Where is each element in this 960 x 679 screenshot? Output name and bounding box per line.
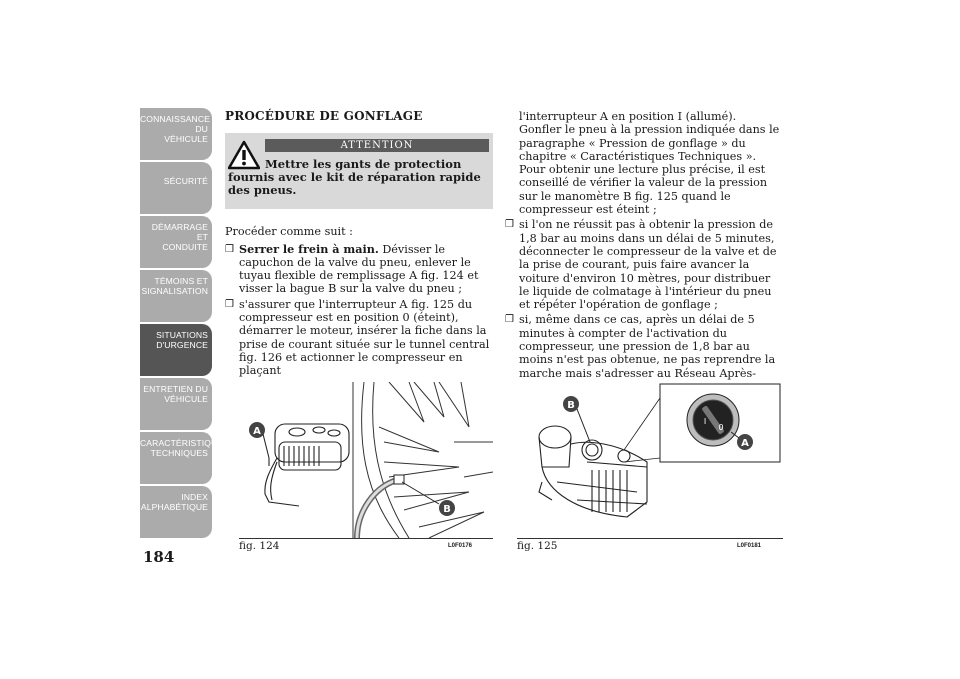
compressor-hose-illustration bbox=[239, 382, 493, 538]
page-number: 184 bbox=[143, 548, 175, 566]
sidebar-item-label: TÉMOINS ET SIGNALISATION bbox=[141, 276, 208, 296]
intro-text: Procéder comme suit : bbox=[225, 225, 353, 239]
sidebar-item-label: INDEX ALPHABÉTIQUE bbox=[140, 492, 208, 512]
left-column bbox=[225, 110, 495, 380]
continuation-text: l'interrupteur A en position I (allumé). Gonfler le pneu à la pression indiquée dans le paragraphe « Pression de gonflage » du chapitre « Caractéristiques Techniques ». Pour obtenir une lecture plus précise, il est conseillé de vérifier la valeur de la pression sur le manomètre B fig. 125 quand le compresseur est éteint ; bbox=[519, 110, 780, 217]
right-column bbox=[505, 110, 780, 395]
sidebar-item-temoins[interactable] bbox=[140, 270, 212, 322]
step-text: si l'on ne réussit pas à obtenir la pression de 1,8 bar au moins dans un délai de 5 minutes, déconnecter le compresseur de la valve et de la prise de courant, puis faire avancer la voiture d'environ 10 mètres, pour distribuer le liquide de colmatage à l'intérieur du pneu et répéter l'opération de gonflage ; bbox=[519, 218, 777, 312]
sidebar-item-label: ENTRETIEN DU VÉHICULE bbox=[143, 384, 208, 404]
list-item bbox=[225, 243, 495, 296]
sidebar-item-label: CONNAISSANCE DU VÉHICULE bbox=[140, 114, 210, 144]
section-title: PROCÉDURE DE GONFLAGE bbox=[225, 109, 423, 123]
sidebar-item-situations-urgence[interactable] bbox=[140, 324, 212, 376]
sidebar-item-entretien[interactable] bbox=[140, 378, 212, 430]
warning-box bbox=[225, 133, 493, 209]
switch-mark-on: I bbox=[703, 417, 707, 426]
checkbox-bullet-icon: ❒ bbox=[505, 219, 514, 231]
switch-mark-off: 0 bbox=[718, 423, 724, 432]
figure-caption: fig. 125 bbox=[517, 540, 558, 552]
checkbox-bullet-icon: ❒ bbox=[225, 298, 234, 310]
sidebar-item-label: SITUATIONS D'URGENCE bbox=[156, 330, 208, 350]
sidebar-item-label: SÉCURITÉ bbox=[163, 176, 208, 186]
list-item bbox=[505, 218, 780, 311]
sidebar-item-caracteristiques[interactable] bbox=[140, 432, 229, 484]
figure-label-b: B bbox=[443, 504, 451, 515]
sidebar-item-index[interactable] bbox=[140, 486, 212, 538]
sidebar-item-connaissance[interactable] bbox=[140, 108, 212, 160]
checkbox-bullet-icon: ❒ bbox=[225, 243, 234, 255]
figure-124 bbox=[239, 382, 493, 538]
checkbox-bullet-icon: ❒ bbox=[505, 314, 514, 326]
sidebar-item-label: CARACTÉRISTIQUES TECHNIQUES bbox=[140, 438, 229, 458]
figure-caption: fig. 124 bbox=[239, 540, 280, 552]
list-item bbox=[225, 298, 495, 378]
figure-code: L0F0181 bbox=[737, 543, 762, 549]
figure-rule bbox=[517, 538, 783, 539]
sidebar-item-demarrage[interactable] bbox=[140, 216, 212, 268]
figure-125 bbox=[517, 382, 783, 538]
figure-code: L0F0176 bbox=[448, 543, 473, 549]
step-text: s'assurer que l'interrupteur A fig. 125 du compresseur est en position 0 (éteint), démarrer le moteur, insérer la fiche dans la prise de courant située sur le tunnel central fig. 126 et actionner le compresseur en plaçant bbox=[239, 297, 490, 378]
figure-label-a: A bbox=[253, 426, 261, 437]
figure-rule bbox=[239, 538, 493, 539]
warning-text: Mettre les gants de protection fournis avec le kit de réparation rapide des pneus. bbox=[228, 157, 481, 198]
warning-title: ATTENTION bbox=[265, 139, 489, 152]
compressor-switch-illustration bbox=[517, 382, 783, 538]
sidebar-item-label: DÉMARRAGE ET CONDUITE bbox=[151, 222, 208, 252]
figure-label-b: B bbox=[567, 400, 575, 411]
step-text: Dévisser le capuchon de la valve du pneu, enlever le tuyau flexible de remplissage A fig. 124 et visser la bague B sur la valve du pneu ; bbox=[239, 242, 479, 296]
sidebar-item-securite[interactable] bbox=[140, 162, 212, 214]
figure-label-a: A bbox=[741, 438, 749, 449]
step-bold: Serrer le frein à main. bbox=[239, 241, 379, 256]
step-text: si, même dans ce cas, après un délai de 5 minutes à compter de l'activation du compresseur, une pression de 1,8 bar au moins n'est pas obtenue, ne pas reprendre la marche mais s'adresser au Réseau Après- bbox=[519, 313, 776, 380]
